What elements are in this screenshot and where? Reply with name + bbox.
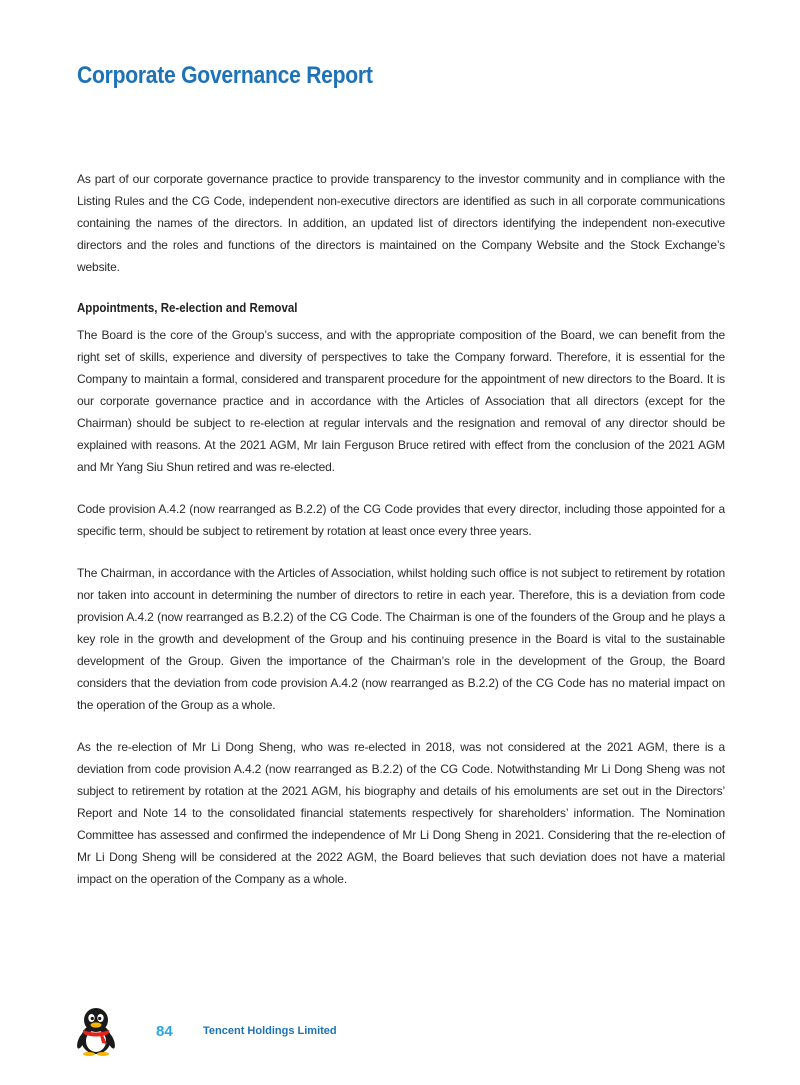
penguin-mascot-icon — [76, 1006, 116, 1056]
body-paragraph-2: Code provision A.4.2 (now rearranged as B.2.2) of the CG Code provides that every director, including those appointed for a specific term, should be subject to retirement by rotation at least once every three years. — [77, 502, 725, 538]
page-number: 84 — [156, 1023, 173, 1040]
page-footer — [76, 1006, 376, 1056]
report-content — [77, 168, 725, 910]
section-heading: Appointments, Re-election and Removal — [77, 301, 298, 315]
page-title: Corporate Governance Report — [77, 62, 373, 89]
body-paragraph-4: As the re-election of Mr Li Dong Sheng, who was re-elected in 2018, was not considered at the 2021 AGM, there is a deviation from code provision A.4.2 (now rearranged as B.2.2) of the CG Code. Notwithstanding Mr Li Dong Sheng was not subject to retirement by rotation at the 2021 AGM, his biography and details of his emoluments are set out in the Directors’ Report and Note 14 to the consolidated financial statements respectively for shareholders’ information. The Nomination Committee has assessed and confirmed the independence of Mr Li Dong Sheng in 2021. Considering that the re-election of Mr Li Dong Sheng will be considered at the 2022 AGM, the Board believes that such deviation does not have a material impact on the operation of the Company as a whole. — [77, 740, 725, 886]
body-paragraph-3: The Chairman, in accordance with the Articles of Association, whilst holding such office is not subject to retirement by rotation nor taken into account in determining the number of directors to retire in each year. Therefore, this is a deviation from code provision A.4.2 (now rearranged as B.2.2) of the CG Code. The Chairman is one of the founders of the Group and he plays a key role in the growth and development of the Group and his continuing presence in the Board is vital to the sustainable development of the Group. Given the importance of the Chairman’s role in the development of the Group, the Board considers that the deviation from code provision A.4.2 (now rearranged as B.2.2) of the CG Code has no material impact on the operation of the Group as a whole. — [77, 566, 725, 712]
body-paragraph-1: The Board is the core of the Group’s success, and with the appropriate composition of the Board, we can benefit from the right set of skills, experience and diversity of perspectives to take the Company forward. Therefore, it is essential for the Company to maintain a formal, considered and transparent procedure for the appointment of new directors to the Board. It is our corporate governance practice and in accordance with the Articles of Association that all directors (except for the Chairman) should be subject to re-election at regular intervals and the resignation and removal of any director should be explained with reasons. At the 2021 AGM, Mr Iain Ferguson Bruce retired with effect from the conclusion of the 2021 AGM and Mr Yang Siu Shun retired and was re-elected. — [77, 328, 725, 474]
company-name: Tencent Holdings Limited — [203, 1025, 337, 1037]
intro-paragraph: As part of our corporate governance practice to provide transparency to the investor community and in compliance with the Listing Rules and the CG Code, independent non-executive directors are identified as such in all corporate communications containing the names of the directors. In addition, an updated list of directors identifying the independent non-executive directors and the roles and functions of the directors is maintained on the Company Website and the Stock Exchange’s website. — [77, 172, 725, 274]
